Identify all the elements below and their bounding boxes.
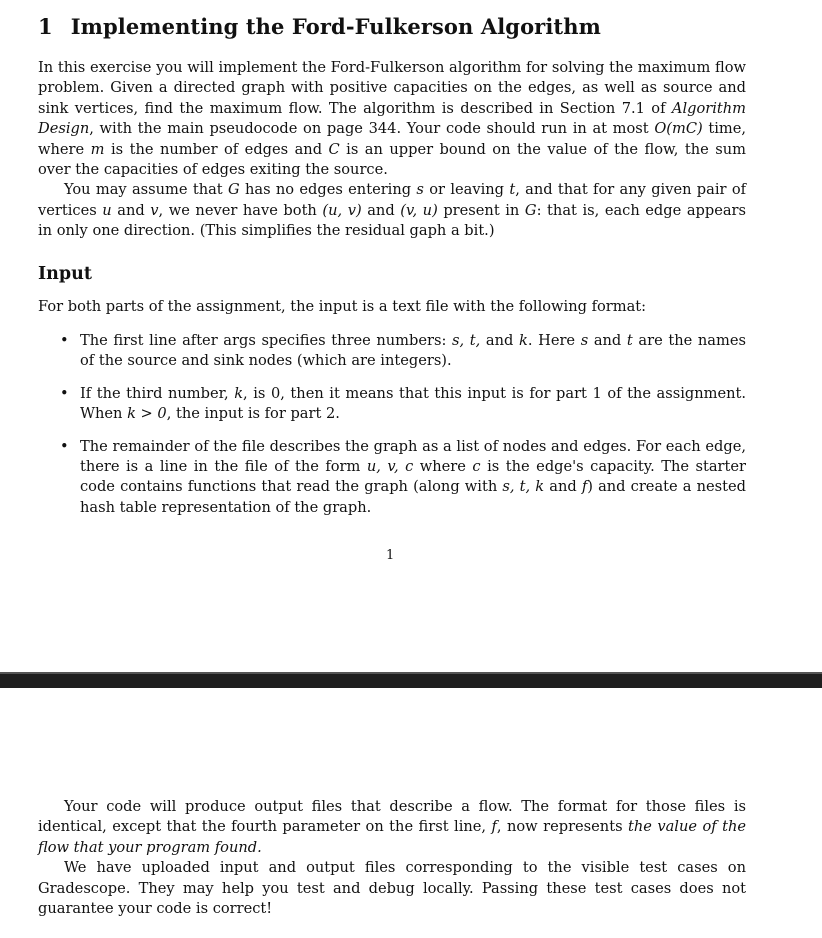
list-item: • The first line after args specifies three numbers: s, t, and k. Here s and t are the names of the source and sink nodes (which are integers). [60,332,746,370]
section-title [38,14,601,39]
input-format-list [58,331,746,530]
page-number: 1 [386,548,395,563]
bullet-icon: • [60,437,69,455]
bullet-icon: • [60,384,69,402]
input-lead: For both parts of the assignment, the input is a text file with the following format: [38,298,647,315]
output-paragraph: Your code will produce output files that describe a flow. The format for those files is identical, except that the fourth parameter on the first line, f, now represents the value of the flow that your program found. We have uploaded input and output files corresponding to the visible test cases on Gradescope. They may help you test and debug locally. Passing these test cases does not guarantee your code is correct! [38,798,746,918]
bullet-icon: • [60,332,69,349]
section-number: 1 [38,14,53,39]
list-item: • The remainder of the file describes the graph as a list of nodes and edges. For each edge, there is a line in the file of the form u, v, c where c is the edge's capacity. The starter code contains functions that read the graph (along with s, t, k and f) and create a nested hash table representation of the graph. [60,437,746,516]
intro-paragraph-1: In this exercise you will implement the Ford-Fulkerson algorithm for solving the maximum flow problem. Given a directed graph with positive capacities on the edges, as well as source and sink vertices, find the maximum flow. The algorithm is described in Section 7.1 of Algorithm Design, with the main pseudocode on page 344. Your code should run in at most O(mC) time, where m is the number of edges and C is an upper bound on the value of the flow, the sum over the capacities of edges exiting the source. You may assume that G has no edges entering s or leaving t, and that for any given pair of vertices u and v, we never have both (u, v) and (v, u) present in G: that is, each edge appears in only one direction. (This simplifies the residual gaph a bit.) [38,59,747,240]
page-separator [0,672,822,688]
document-page-2 [0,688,822,938]
list-item: • If the third number, k, is 0, then it means that this input is for part 1 of the assignment. When k > 0, the input is for part 2. [60,384,746,423]
section-title-text: Implementing the Ford-Fulkerson Algorithm [70,14,601,39]
input-heading: Input [38,264,92,284]
